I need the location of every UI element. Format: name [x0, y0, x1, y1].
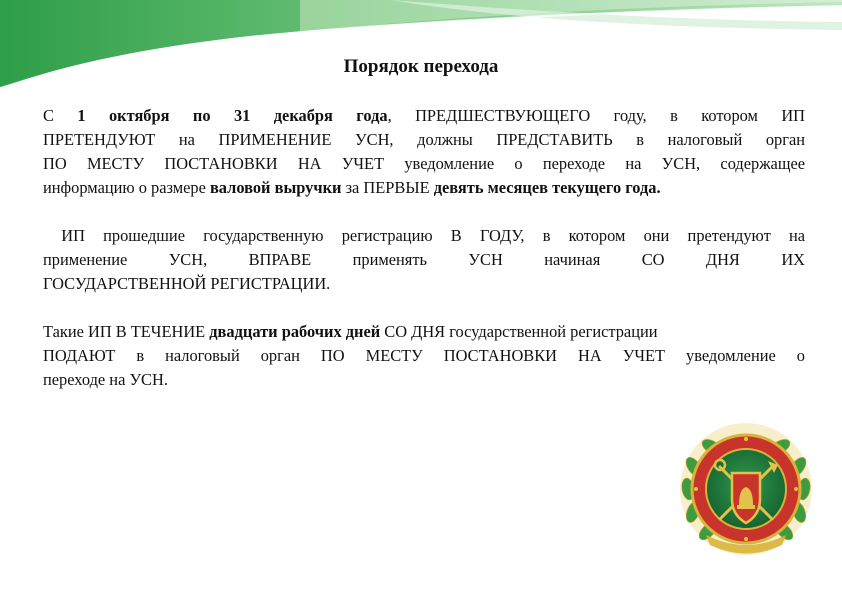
- header-wave-decoration: [0, 0, 842, 96]
- text-run: за ПЕРВЫЕ: [341, 178, 434, 197]
- paragraph-2-line-3: ГОСУДАРСТВЕННОЙ РЕГИСТРАЦИИ.: [43, 274, 331, 293]
- paragraph-2: [43, 224, 805, 296]
- text-run: Такие ИП В ТЕЧЕНИЕ: [43, 322, 210, 341]
- text-run: С: [43, 106, 78, 125]
- paragraph-3-line-1: [43, 320, 805, 344]
- paragraph-2-line-1: ИП прошедшие государственную регистрацию В ГОДУ, в котором они претендуют на: [43, 226, 805, 245]
- paragraph-2-line-2: [43, 248, 805, 272]
- paragraph-1-line-4: [43, 176, 805, 200]
- paragraph-3-line-2: ПОДАЮТ в налоговый орган ПО МЕСТУ ПОСТАНОВКИ НА УЧЕТ уведомление о: [43, 346, 805, 365]
- bold-text-run: валовой выручки: [209, 178, 342, 197]
- paragraph-3: [43, 320, 805, 392]
- paragraph-3-line-3: переходе на УСН.: [43, 370, 168, 389]
- paragraph-1-line-1: [43, 104, 805, 128]
- tax-service-emblem-icon: [676, 417, 816, 560]
- page-title: Порядок перехода: [343, 56, 499, 77]
- paragraph-1-line-2: ПРЕТЕНДУЮТ на ПРИМЕНЕНИЕ УСН, должны ПРЕДСТАВИТЬ в налоговый орган: [43, 130, 805, 149]
- paragraph-2-line-2-text: применение УСН, ВПРАВЕ применять УСН начиная СО ДНЯ ИХ: [43, 250, 805, 269]
- text-run: СО ДНЯ государственной регистрации: [380, 322, 658, 341]
- paragraph-1: [43, 104, 805, 200]
- bold-text-run: девять месяцев текущего года.: [433, 178, 661, 197]
- paragraph-1-line-3: ПО МЕСТУ ПОСТАНОВКИ НА УЧЕТ уведомление о переходе на УСН, содержащее: [43, 154, 805, 173]
- text-run: , ПРЕДШЕСТВУЮЩЕГО году, в котором ИП: [387, 106, 806, 125]
- text-run: информацию о размере: [43, 178, 210, 197]
- bold-text-run: 1 октября по 31 декабря года: [77, 106, 388, 125]
- bold-text-run: двадцати рабочих дней: [209, 322, 381, 341]
